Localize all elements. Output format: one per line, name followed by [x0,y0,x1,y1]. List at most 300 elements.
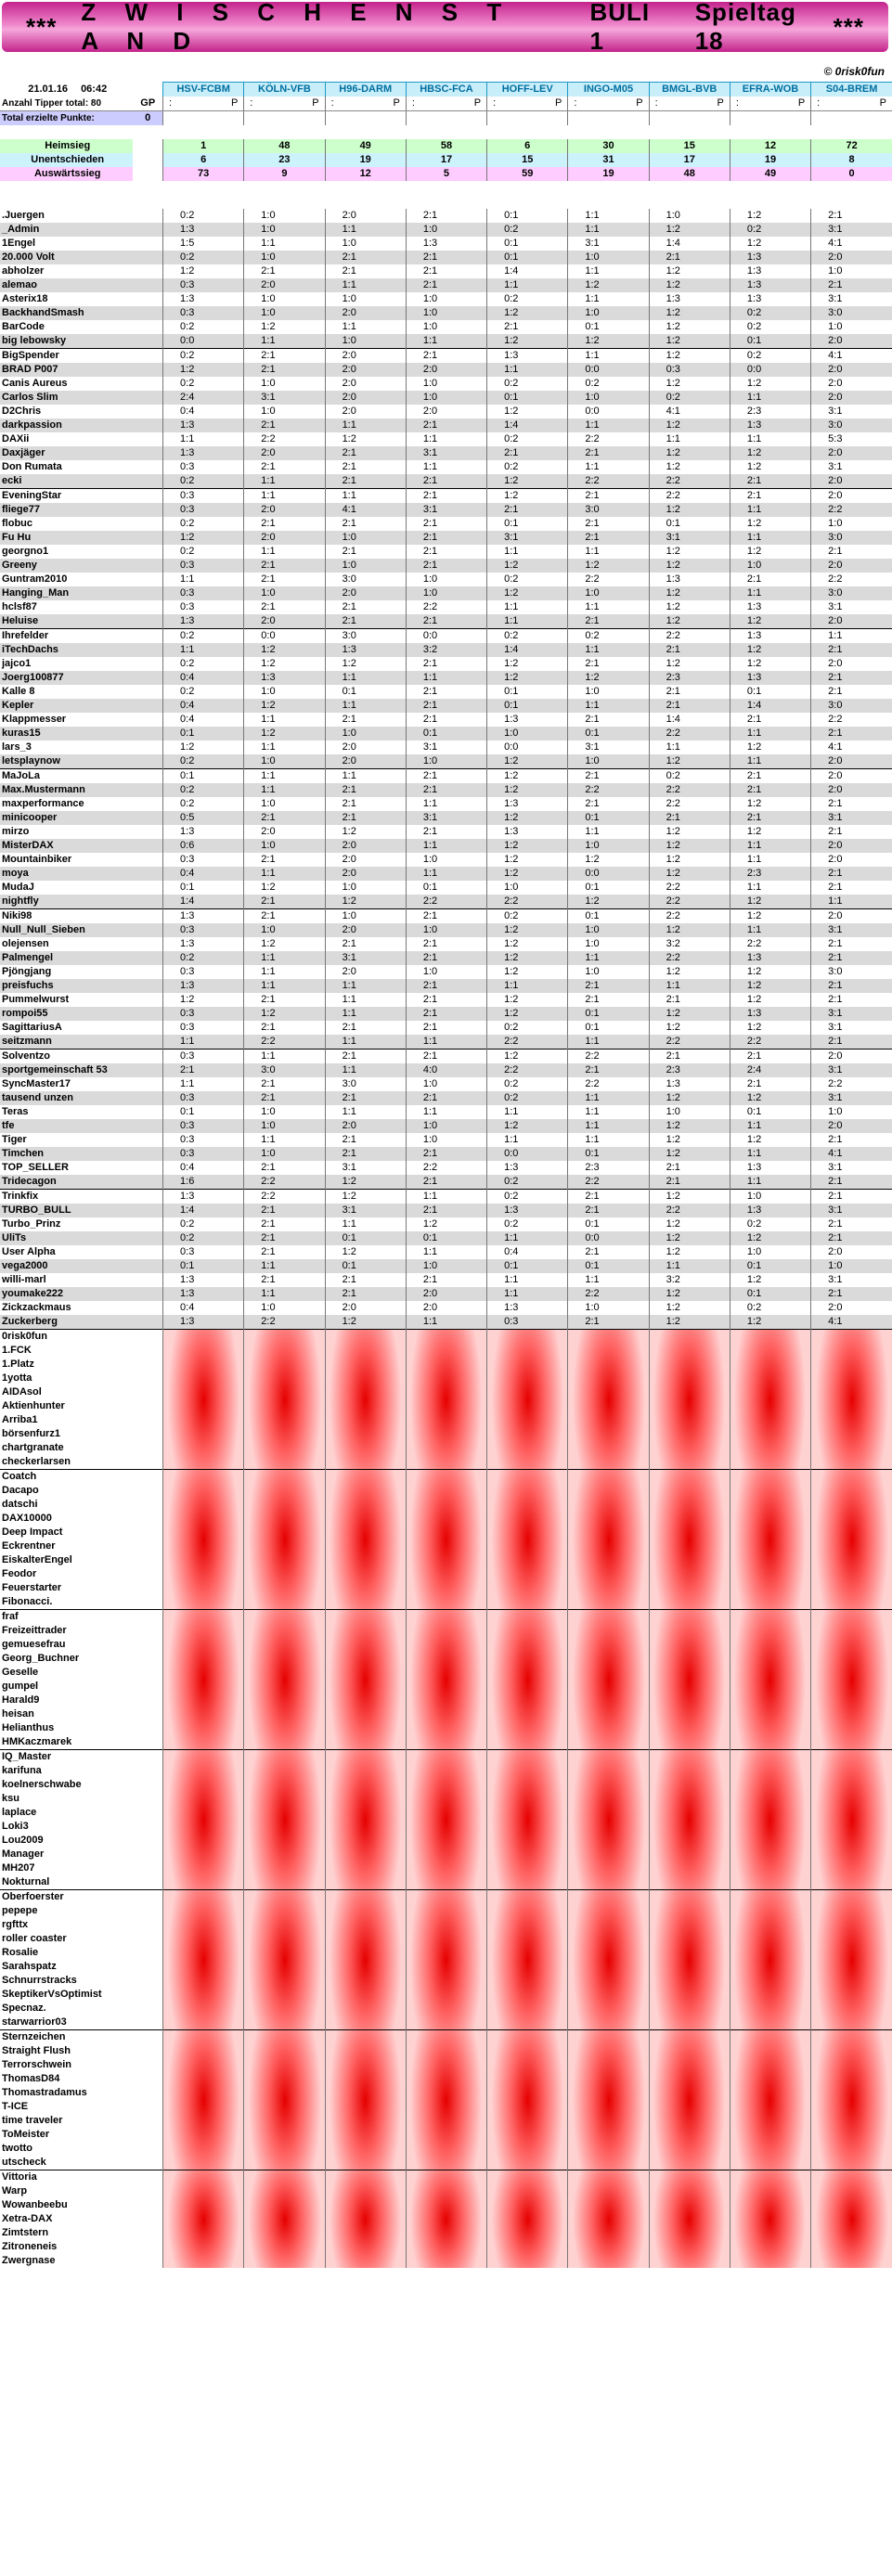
tipper-row [0,1190,892,1204]
tipper-name: georgno1 [2,546,49,557]
tip-cell: 2:1 [325,600,406,614]
tip-cell: 2:1 [325,474,406,489]
tip-cell: 0:2 [163,783,244,797]
hidden-tipper-row [0,2030,892,2045]
score-points-header [568,97,649,111]
tip-cell: 3:1 [244,391,325,405]
tip-cell: 0:1 [163,727,244,741]
tip-cell: 4:0 [406,1063,486,1077]
gp-cell [133,1161,162,1175]
tipper-name: Eckrentner [2,1540,56,1552]
tip-cell: 2:3 [649,671,730,685]
tip-cell: 1:0 [730,1245,810,1259]
tip-cell: 0:2 [163,629,244,644]
tip-cell: 2:1 [406,1007,486,1021]
tip-cell: 0:3 [163,1147,244,1161]
tip-cell: 1:2 [163,363,244,377]
tip-cell: 0:3 [163,853,244,867]
gp-cell [133,1806,162,1820]
score-points-header [406,97,486,111]
tip-cell: 1:0 [568,923,649,937]
tip-cell: 2:1 [568,657,649,671]
tip-cell: 2:1 [325,1147,406,1161]
gp-cell [133,1595,162,1610]
tip-cell: 2:1 [811,993,892,1007]
tip-cell: 1:1 [244,489,325,504]
gp-cell [133,1245,162,1259]
tip-cell: 1:2 [325,1190,406,1204]
tip-cell: 1:2 [487,951,568,965]
tipper-name: Zimtstern [2,2227,49,2238]
tip-cell: 4:1 [649,405,730,419]
tipper-row [0,1259,892,1273]
total-value: 0 [133,111,162,126]
tip-cell: 2:1 [406,614,486,629]
tipper-name: nightfly [0,895,133,909]
hidden-tip-block [325,1750,406,1890]
tipper-name: minicooper [0,811,133,825]
hidden-tipper-row [0,1330,892,1345]
hidden-tip-block [568,2170,649,2269]
tip-cell: 1:1 [568,643,649,657]
gp-cell [133,2240,162,2254]
hidden-tip-block [163,1750,244,1890]
gp-cell [133,699,162,713]
tip-cell: 2:0 [811,334,892,349]
tip-cell: 0:2 [487,909,568,924]
gp-cell [133,264,162,278]
tip-cell: 1:2 [487,811,568,825]
tipper-name: Timchen [0,1147,133,1161]
tip-cell: 0:2 [730,223,810,237]
tip-cell: 1:2 [649,278,730,292]
tip-cell: 1:2 [730,965,810,979]
tip-cell: 1:1 [244,741,325,754]
gp-cell [133,334,162,349]
tip-cell: 1:3 [163,419,244,432]
stat-value: 8 [811,153,892,167]
tipper-name: Fu Hu [0,531,133,545]
tipper-row [0,783,892,797]
gp-cell [133,1190,162,1204]
stat-label: Unentschieden [0,153,133,167]
tip-cell: 1:1 [568,460,649,474]
tip-cell: 2:0 [244,446,325,460]
tip-cell: 1:1 [244,474,325,489]
stat-row [0,153,892,167]
tip-cell: 2:2 [568,1077,649,1091]
tip-cell: 3:1 [811,1007,892,1021]
tip-cell: 1:2 [163,993,244,1007]
tipper-name: ecki [0,474,133,489]
tip-cell: 3:2 [649,937,730,951]
hidden-tip-block [811,1890,892,2030]
tip-cell: 1:0 [325,909,406,924]
tip-cell: 1:2 [244,320,325,334]
tip-cell: 1:1 [406,1245,486,1259]
tip-cell: 3:1 [325,1161,406,1175]
tip-cell: 3:0 [325,629,406,644]
gp-cell [133,881,162,895]
tipper-name: kuras15 [0,727,133,741]
tip-cell: 2:1 [406,657,486,671]
tipper-name: Trinkfix [0,1190,133,1204]
gp-cell [133,209,162,223]
gp-cell [133,1330,162,1345]
tip-cell: 2:1 [649,993,730,1007]
tipper-name: AIDAsol [2,1386,42,1397]
gp-cell [133,1666,162,1680]
hidden-tip-block [811,1610,892,1750]
tipper-row [0,1050,892,1064]
tipper-name: olejensen [2,938,49,949]
tip-cell: 0:2 [163,349,244,364]
tip-cell: 2:1 [649,1161,730,1175]
match-header: S04-BREM [811,83,892,97]
tip-cell: 1:1 [325,769,406,784]
tip-cell: 1:1 [487,600,568,614]
tip-cell: 1:2 [487,923,568,937]
tip-cell: 1:0 [244,292,325,306]
tip-cell: 3:0 [811,965,892,979]
hidden-tip-block [730,1890,810,2030]
tip-cell: 0:1 [406,727,486,741]
gp-cell [133,446,162,460]
gp-cell [133,320,162,334]
tip-cell: 1:1 [730,503,810,517]
tip-cell: 1:2 [325,825,406,839]
tip-cell: 1:1 [568,600,649,614]
tip-cell: 0:1 [325,1259,406,1273]
gp-cell [133,1315,162,1330]
gp-cell [133,460,162,474]
tip-cell: 2:1 [730,769,810,784]
gp-cell [133,1498,162,1512]
hidden-tip-block [406,1890,486,2030]
tipper-name: letsplaynow [0,754,133,769]
tip-cell: 0:1 [730,1287,810,1301]
tip-cell: 0:0 [487,1147,568,1161]
tipper-row [0,881,892,895]
tip-cell: 1:0 [406,853,486,867]
tip-cell: 2:1 [325,545,406,559]
hidden-tip-block [244,2170,325,2269]
tip-cell: 1:1 [163,643,244,657]
blank-cell [568,111,649,126]
tipper-row [0,895,892,909]
stat-value: 12 [325,167,406,181]
hidden-tip-block [244,1890,325,2030]
tipper-name: Ihrefelder [0,629,133,644]
tip-cell: 1:2 [649,754,730,769]
tip-cell: 1:1 [649,741,730,754]
tip-cell: 1:2 [730,979,810,993]
gp-cell [133,1918,162,1932]
hidden-tip-block [568,1470,649,1610]
stat-value: 6 [163,153,244,167]
tip-cell: 2:1 [406,278,486,292]
tipper-name: vega2000 [0,1259,133,1273]
tip-cell: 1:2 [244,881,325,895]
tipper-row [0,405,892,419]
gp-cell [133,685,162,699]
tip-cell: 0:4 [163,671,244,685]
tip-cell: 2:1 [406,1204,486,1217]
tip-cell: 2:4 [163,391,244,405]
tipper-name: lars_3 [2,741,32,753]
gp-cell [133,1988,162,2002]
stat-value: 15 [649,139,730,153]
tip-cell: 2:1 [730,1050,810,1064]
blank-cell [649,111,730,126]
tip-cell: 2:1 [325,1133,406,1147]
tip-cell: 2:2 [649,489,730,504]
tip-cell: 0:1 [406,1231,486,1245]
gp-cell [133,727,162,741]
tip-cell: 0:1 [568,811,649,825]
tip-cell: 1:0 [406,391,486,405]
tip-cell: 2:1 [811,881,892,895]
tip-cell: 2:1 [244,1217,325,1231]
tipper-row [0,292,892,306]
tip-cell: 1:2 [649,1287,730,1301]
tipper-name: gumpel [2,1681,39,1692]
tip-cell: 1:1 [244,951,325,965]
match-header: H96-DARM [325,83,406,97]
hidden-tipper-row [0,1470,892,1485]
tip-cell: 1:1 [406,867,486,881]
gp-cell [133,1455,162,1470]
tip-cell: 1:4 [487,264,568,278]
tip-cell: 2:2 [568,1050,649,1064]
gp-cell [133,1750,162,1765]
tip-cell: 2:1 [406,769,486,784]
tip-cell: 3:2 [649,1273,730,1287]
tip-cell: 1:1 [568,1091,649,1105]
tip-cell: 1:2 [649,1021,730,1035]
tip-cell: 1:3 [730,600,810,614]
hidden-tipper-row [0,1610,892,1625]
tip-cell: 1:2 [649,223,730,237]
tipper-name: Carlos Slim [0,391,133,405]
points-label: P [393,97,400,109]
tip-cell: 2:1 [244,349,325,364]
tipper-name: T-ICE [2,2101,29,2112]
points-label: P [636,97,643,109]
hidden-tip-block [487,1890,568,2030]
tip-cell: 2:0 [325,363,406,377]
hidden-tip-block [730,2030,810,2170]
tip-cell: 2:1 [568,614,649,629]
tip-cell: 2:0 [325,1119,406,1133]
tip-cell: 2:0 [811,754,892,769]
tipper-name: flobuc [2,518,32,529]
tip-cell: 5:3 [811,432,892,446]
tip-cell: 2:1 [811,1190,892,1204]
tip-cell: 1:3 [730,629,810,644]
tip-cell: 1:1 [568,951,649,965]
tipper-name: Canis Aureus [2,378,68,389]
tipper-count: Anzahl Tipper total: 80 [0,97,133,111]
tip-cell: 1:2 [649,460,730,474]
tipper-row [0,1315,892,1330]
tipper-name: fliege77 [0,503,133,517]
tipper-name: tausend unzen [0,1091,133,1105]
tip-cell: 1:3 [649,1077,730,1091]
hidden-tip-block [568,1330,649,1470]
tip-cell: 2:0 [811,1050,892,1064]
tip-cell: 2:1 [568,713,649,727]
tip-cell: 2:1 [406,1273,486,1287]
tip-cell: 0:1 [568,320,649,334]
tip-cell: 2:1 [406,517,486,531]
tip-cell: 1:3 [244,671,325,685]
tip-cell: 0:2 [730,1217,810,1231]
tip-cell: 0:1 [487,391,568,405]
tip-cell: 1:1 [568,209,649,223]
tip-cell: 2:1 [244,460,325,474]
tip-cell: 1:0 [487,727,568,741]
tip-cell: 2:1 [649,251,730,264]
tip-cell: 1:2 [649,600,730,614]
tip-cell: 2:1 [568,531,649,545]
tip-cell: 1:2 [487,586,568,600]
tip-cell: 2:0 [325,853,406,867]
tip-cell: 0:2 [730,320,810,334]
hidden-tip-block [568,1890,649,2030]
tip-cell: 1:1 [325,1105,406,1119]
match-header: HSV-FCBM [163,83,244,97]
tip-cell: 1:3 [649,292,730,306]
tip-cell: 2:1 [406,937,486,951]
tipper-name: EveningStar [0,489,133,504]
tip-cell: 1:2 [649,419,730,432]
hidden-tip-block [325,1330,406,1470]
tip-cell: 2:2 [487,1035,568,1050]
tipper-name: MisterDAX [0,839,133,853]
tip-cell: 2:1 [325,811,406,825]
gp-cell [133,629,162,644]
tipper-name: Vittoria [0,2170,133,2185]
tip-cell: 1:0 [568,1301,649,1315]
tip-cell: 2:1 [244,600,325,614]
tip-cell: 3:0 [811,531,892,545]
gp-cell [133,1792,162,1806]
gp-cell [133,1413,162,1427]
tip-cell: 0:2 [487,1190,568,1204]
standings-table [0,82,892,2268]
tip-cell: 1:1 [568,1105,649,1119]
tip-cell: 2:0 [811,559,892,573]
tipper-name: IQ_Master [0,1750,133,1765]
tip-cell: 1:4 [649,713,730,727]
tip-cell: 2:0 [811,769,892,784]
tipper-name: maxperformance [2,798,84,809]
tipper-row [0,1147,892,1161]
tip-cell: 2:1 [163,1063,244,1077]
gp-cell [133,2254,162,2268]
tip-cell: 0:3 [163,460,244,474]
hidden-tip-block [649,1890,730,2030]
tip-cell: 1:0 [244,754,325,769]
tipper-name: tfe [0,1119,133,1133]
gp-cell [133,1050,162,1064]
tipper-name: karifuna [2,1765,42,1776]
tip-cell: 0:1 [487,1259,568,1273]
tip-cell: 2:2 [649,1035,730,1050]
tipper-name: MaJoLa [0,769,133,784]
tip-cell: 1:2 [730,1231,810,1245]
gp-cell [133,1091,162,1105]
tip-cell: 1:1 [568,545,649,559]
hidden-tip-block [811,1750,892,1890]
tip-cell: 1:3 [163,1315,244,1330]
tipper-name: Pjöngjang [2,966,52,977]
hidden-tip-block [568,2030,649,2170]
hidden-tip-block [649,1330,730,1470]
tipper-name: Straight Flush [2,2045,71,2056]
tipper-name: Tiger [2,1134,27,1145]
tip-cell: 1:0 [406,1119,486,1133]
tipper-row [0,685,892,699]
tip-cell: 2:1 [325,1021,406,1035]
tip-cell: 2:1 [406,1091,486,1105]
tip-cell: 1:1 [487,1133,568,1147]
gp-cell [133,1147,162,1161]
tipper-row [0,306,892,320]
tip-cell: 2:2 [244,1035,325,1050]
tip-cell: 1:2 [487,489,568,504]
gp-cell [133,1344,162,1358]
tip-cell: 0:2 [487,1217,568,1231]
tip-cell: 0:4 [487,1245,568,1259]
tipper-row [0,979,892,993]
gp-cell [133,2100,162,2114]
tip-cell: 1:0 [325,727,406,741]
tipper-name: Thomastradamus [2,2087,87,2098]
colon-label: : [493,97,497,109]
tip-cell: 1:3 [487,1301,568,1315]
tip-cell: 1:3 [730,1007,810,1021]
tip-cell: 2:2 [244,1315,325,1330]
tip-cell: 2:1 [244,853,325,867]
tip-cell: 0:1 [730,685,810,699]
tipper-row [0,1077,892,1091]
tip-cell: 2:1 [811,1287,892,1301]
tipper-row [0,825,892,839]
tipper-row [0,1133,892,1147]
tip-cell: 0:1 [649,517,730,531]
tip-cell: 1:2 [568,671,649,685]
tip-cell: 1:2 [730,1273,810,1287]
tipper-name: starwarrior03 [2,2016,67,2028]
title-banner [2,0,888,55]
tip-cell: 1:0 [406,377,486,391]
tip-cell: 2:0 [325,741,406,754]
hidden-tip-block [487,2170,568,2269]
tip-cell: 1:2 [244,699,325,713]
tipper-row [0,699,892,713]
tip-cell: 1:1 [487,278,568,292]
tip-cell: 2:1 [406,699,486,713]
spacer-row [0,125,892,139]
date: 21.01.16 [28,83,69,95]
tip-cell: 1:2 [730,614,810,629]
gp-cell [133,1960,162,1974]
tip-cell: 2:1 [244,363,325,377]
tip-cell: 0:3 [163,1119,244,1133]
tip-cell: 1:0 [568,937,649,951]
